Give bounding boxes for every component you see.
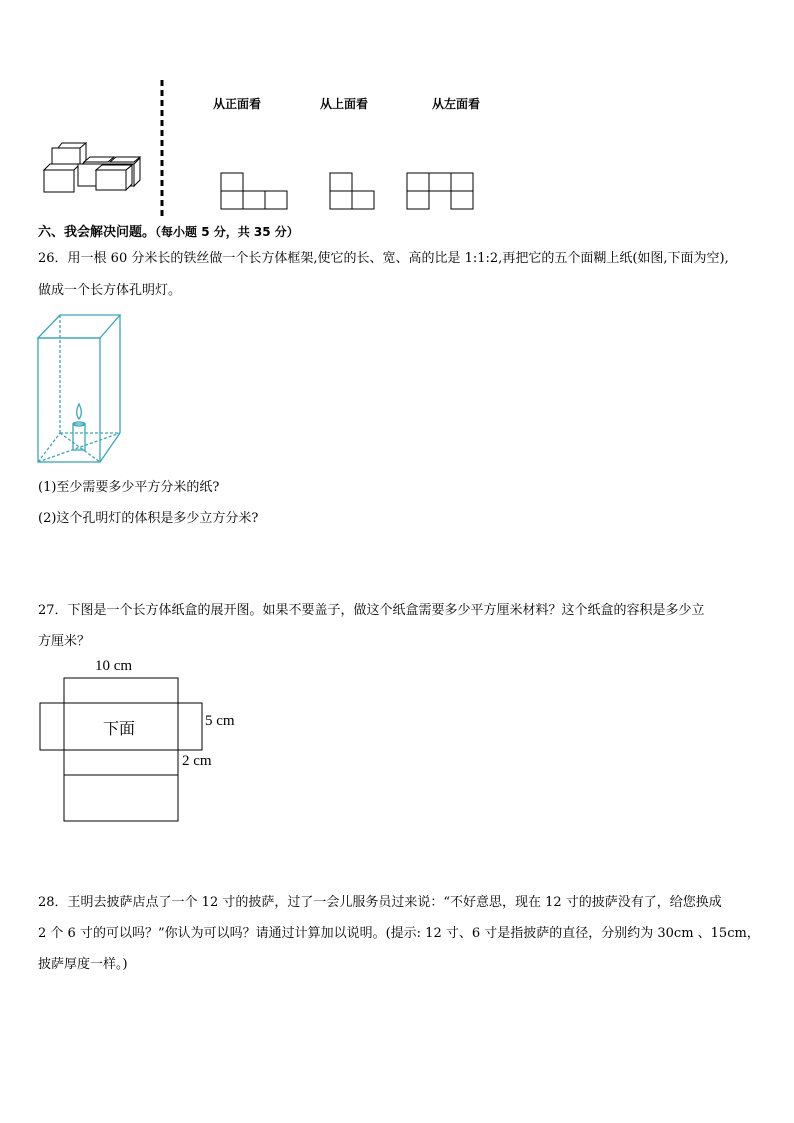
left-view-label: 从左面看	[432, 97, 481, 111]
top-view-label: 从上面看	[320, 97, 369, 111]
q28-line3: 披萨厚度一样。)	[38, 957, 128, 972]
q28-line1: 28．王明去披萨店点了一个 12 寸的披萨，过了一会儿服务员过来说：“不好意思，现在 12 寸的披萨没有了，给您换成	[38, 895, 722, 910]
net-side-dimension: 2 cm	[182, 753, 212, 769]
net-bottom-label: 下面	[103, 719, 136, 738]
q27-line2: 方厘米？	[38, 634, 91, 649]
q26-sub1: (1)至少需要多少平方分米的纸?	[38, 480, 220, 495]
section-heading: 六、我会解决问题。	[38, 225, 156, 240]
net-right-dimension: 5 cm	[205, 713, 235, 729]
front-view-label: 从正面看	[213, 97, 262, 111]
q26-line2: 做成一个长方体孔明灯。	[38, 283, 182, 298]
q26-sub2: (2)这个孔明灯的体积是多少立方分米?	[38, 511, 259, 526]
section-note: （每小题 5 分，共 35 分）	[155, 225, 299, 239]
q28-line2: 2 个 6 寸的可以吗？”你认为可以吗？请通过计算加以说明。(提示: 12 寸、6 寸是指披萨的直径，分别约为 30cm 、15cm，	[38, 926, 760, 941]
net-top-dimension: 10 cm	[95, 658, 133, 674]
q26-line1: 26．用一根 60 分米长的铁丝做一个长方体框架,使它的长、宽、高的比是 1:1:2,再把它的五个面糊上纸(如图,下面为空),	[38, 251, 729, 266]
q27-line1: 27．下图是一个长方体纸盒的展开图。如果不要盖子，做这个纸盒需要多少平方厘米材料？这个纸盒的容积是多少立	[38, 603, 705, 618]
